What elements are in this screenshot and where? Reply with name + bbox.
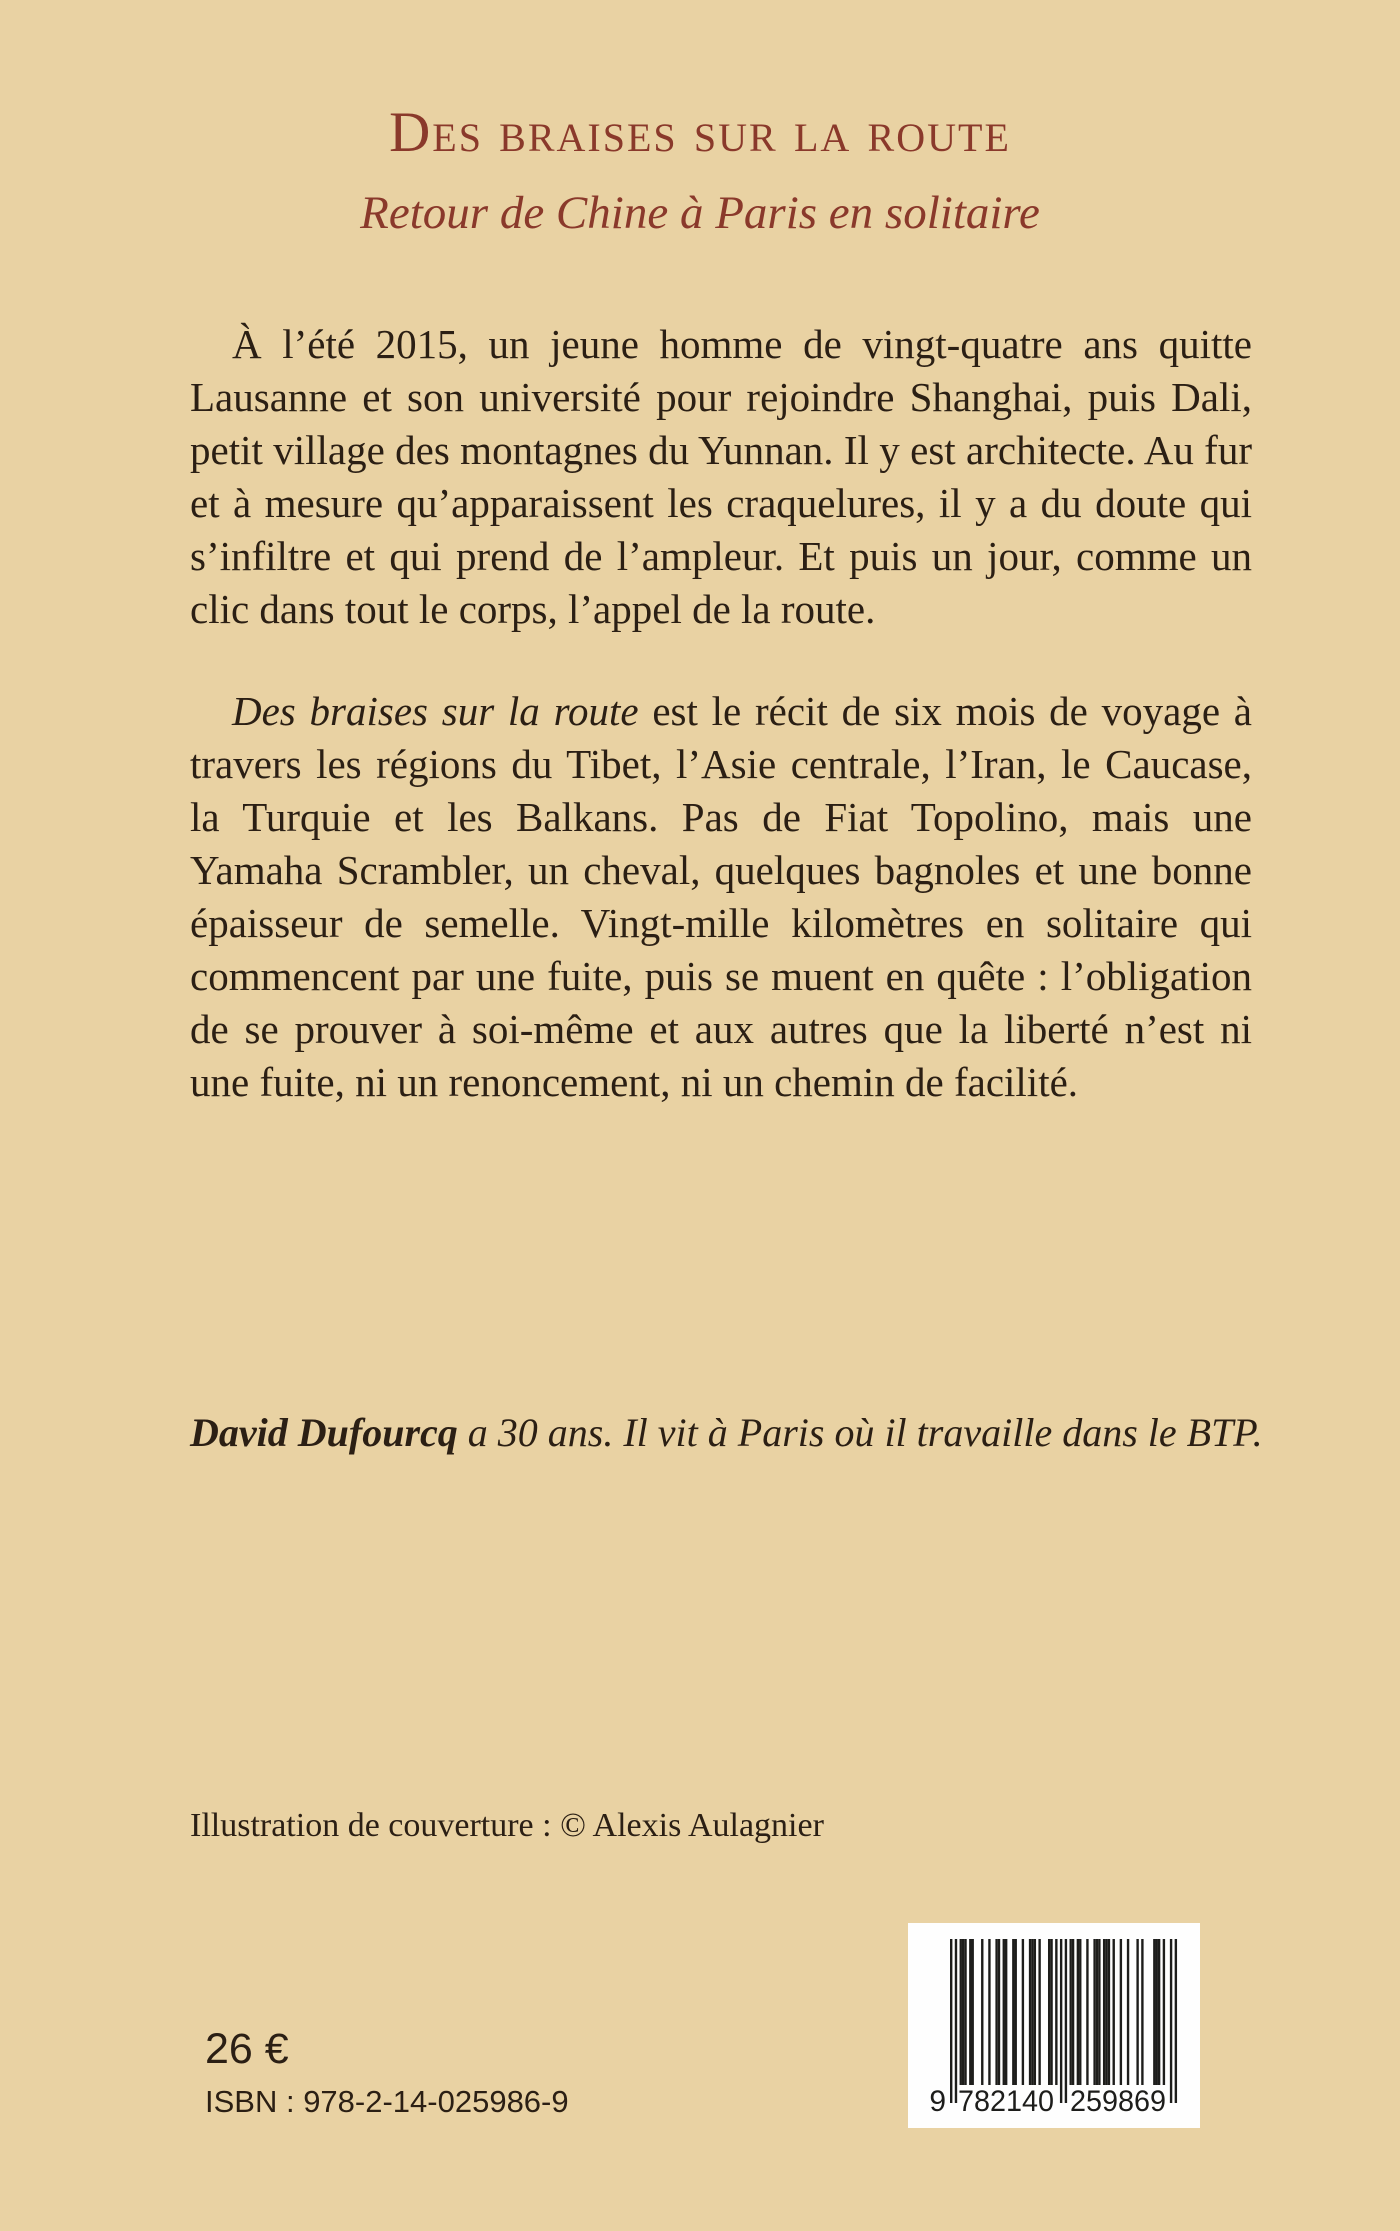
barcode-digits: 782140 bbox=[958, 2085, 1054, 2118]
author-name: David Dufourcq bbox=[190, 1410, 458, 1455]
synopsis-paragraph-1: À l’été 2015, un jeune homme de vingt-quatre ans quitte Lausanne et son université pour rejoindre Shanghai, puis Dali, petit village des montagnes du Yunnan. Il y est architecte. Au fur et à mesure qu’apparaissent les craquelures, il y a du doute qui s’infiltre et qui prend de l’ampleur. Et puis un jour, comme un clic dans tout le corps, l’appel de la route. bbox=[190, 321, 1252, 632]
book-subtitle: Retour de Chine à Paris en solitaire bbox=[360, 187, 1040, 239]
synopsis bbox=[190, 318, 1252, 1109]
barcode-digits: 9 bbox=[929, 2085, 946, 2118]
barcode-svg bbox=[908, 1923, 1200, 2128]
book-title: Des braises sur la route bbox=[389, 101, 1011, 164]
synopsis-paragraph-2-text: est le récit de six mois de voyage à travers les régions du Tibet, l’Asie centrale, l’Iran, le Caucase, la Turquie et les Balkans. Pas de Fiat Topolino, mais une Yamaha Scrambler, un cheval, quelques bagnoles et une bonne épaisseur de semelle. Vingt-mille kilomètres en solitaire qui commencent par une fuite, puis se muent en quête : l’obligation de se prouver à soi-même et aux autres que la liberté n’est ni une fuite, ni un renoncement, ni un chemin de facilité. bbox=[190, 688, 1252, 1105]
barcode-digits: 259869 bbox=[1070, 2085, 1166, 2118]
book-title-inline: Des braises sur la route bbox=[232, 688, 639, 734]
author-bio bbox=[190, 1408, 1310, 1458]
price: 26 € bbox=[205, 2025, 289, 2073]
isbn: ISBN : 978-2-14-025986-9 bbox=[205, 2084, 569, 2119]
synopsis-paragraph-2 bbox=[190, 685, 1252, 1109]
cover-illustration-credit: Illustration de couverture : © Alexis Aulagnier bbox=[190, 1807, 824, 1844]
barcode bbox=[908, 1923, 1200, 2128]
author-bio-text: a 30 ans. Il vit à Paris où il travaille dans le BTP. bbox=[457, 1410, 1263, 1455]
